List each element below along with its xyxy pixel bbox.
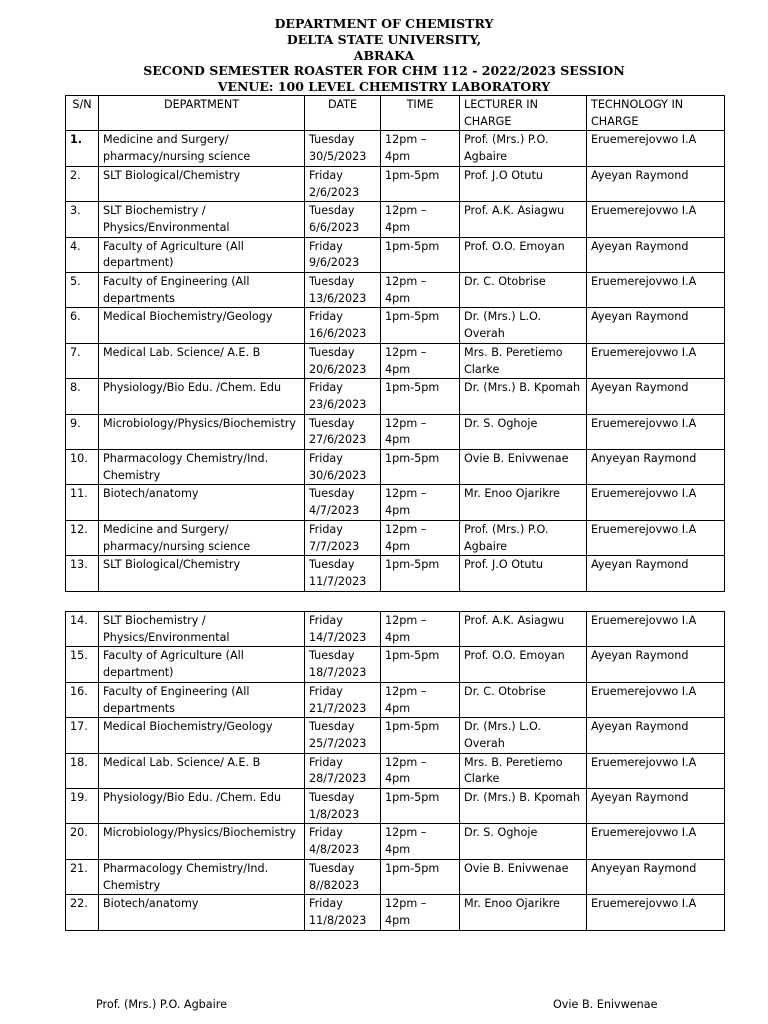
cell-technology: Eruemerejovwo I.A	[587, 414, 725, 449]
cell-time: 1pm-5pm	[381, 859, 460, 894]
signature-left: Prof. (Mrs.) P.O. Agbaire	[96, 998, 227, 1011]
header-venue: VENUE: 100 LEVEL CHEMISTRY LABORATORY	[217, 79, 551, 95]
cell-technology: Eruemerejovwo I.A	[587, 202, 725, 237]
table-body-part-2	[66, 612, 725, 931]
cell-department: Faculty of Engineering (All departments	[99, 682, 305, 717]
cell-lecturer: Ovie B. Enivwenae	[460, 450, 587, 485]
cell-lecturer: Prof. O.O. Emoyan	[460, 237, 587, 272]
cell-date: Friday 28/7/2023	[305, 753, 381, 788]
cell-time: 12pm – 4pm	[381, 131, 460, 166]
cell-date: Tuesday 20/6/2023	[305, 343, 381, 378]
roster-table-part-2	[65, 611, 725, 931]
table-row	[66, 308, 725, 343]
cell-date: Friday 30/6/2023	[305, 450, 381, 485]
roster-table-part-1	[65, 95, 725, 592]
cell-department: Biotech/anatomy	[99, 895, 305, 930]
cell-department: Biotech/anatomy	[99, 485, 305, 520]
cell-sn: 8.	[66, 379, 99, 414]
column-header-department: DEPARTMENT	[99, 96, 305, 131]
cell-time: 1pm-5pm	[381, 789, 460, 824]
cell-date: Friday 16/6/2023	[305, 308, 381, 343]
cell-technology: Anyeyan Raymond	[587, 450, 725, 485]
table-body-part-1	[66, 131, 725, 591]
table-header-row	[66, 96, 725, 131]
cell-lecturer: Prof. A.K. Asiagwu	[460, 612, 587, 647]
column-header-time: TIME	[381, 96, 460, 131]
cell-sn: 1.	[66, 131, 99, 166]
table-row	[66, 166, 725, 201]
cell-time: 12pm – 4pm	[381, 824, 460, 859]
cell-sn: 13.	[66, 556, 99, 591]
table-row	[66, 753, 725, 788]
cell-technology: Eruemerejovwo I.A	[587, 485, 725, 520]
table-row	[66, 450, 725, 485]
cell-time: 1pm-5pm	[381, 647, 460, 682]
cell-lecturer: Dr. C. Otobrise	[460, 682, 587, 717]
cell-sn: 5.	[66, 273, 99, 308]
cell-department: Physiology/Bio Edu. /Chem. Edu	[99, 789, 305, 824]
cell-department: Microbiology/Physics/Biochemistry	[99, 824, 305, 859]
cell-time: 12pm – 4pm	[381, 343, 460, 378]
cell-technology: Eruemerejovwo I.A	[587, 824, 725, 859]
cell-lecturer: Mrs. B. Peretiemo Clarke	[460, 343, 587, 378]
cell-department: Faculty of Agriculture (All department)	[99, 237, 305, 272]
cell-sn: 20.	[66, 824, 99, 859]
cell-date: Friday 23/6/2023	[305, 379, 381, 414]
cell-sn: 21.	[66, 859, 99, 894]
cell-date: Tuesday 1/8/2023	[305, 789, 381, 824]
table-row	[66, 237, 725, 272]
cell-lecturer: Prof. O.O. Emoyan	[460, 647, 587, 682]
cell-sn: 2.	[66, 166, 99, 201]
cell-time: 12pm – 4pm	[381, 895, 460, 930]
cell-department: Medical Lab. Science/ A.E. B	[99, 343, 305, 378]
cell-lecturer: Dr. (Mrs.) L.O. Overah	[460, 308, 587, 343]
cell-technology: Eruemerejovwo I.A	[587, 273, 725, 308]
cell-technology: Eruemerejovwo I.A	[587, 753, 725, 788]
cell-lecturer: Prof. J.O Otutu	[460, 166, 587, 201]
cell-technology: Eruemerejovwo I.A	[587, 682, 725, 717]
cell-technology: Ayeyan Raymond	[587, 237, 725, 272]
cell-technology: Ayeyan Raymond	[587, 308, 725, 343]
cell-sn: 22.	[66, 895, 99, 930]
cell-sn: 15.	[66, 647, 99, 682]
cell-department: Physiology/Bio Edu. /Chem. Edu	[99, 379, 305, 414]
cell-technology: Eruemerejovwo I.A	[587, 895, 725, 930]
cell-sn: 9.	[66, 414, 99, 449]
document-header	[0, 16, 768, 95]
table-row	[66, 647, 725, 682]
cell-technology: Eruemerejovwo I.A	[587, 131, 725, 166]
cell-lecturer: Mr. Enoo Ojarikre	[460, 895, 587, 930]
cell-time: 12pm – 4pm	[381, 612, 460, 647]
cell-lecturer: Prof. A.K. Asiagwu	[460, 202, 587, 237]
cell-date: Friday 4/8/2023	[305, 824, 381, 859]
cell-lecturer: Dr. (Mrs.) B. Kpomah	[460, 789, 587, 824]
cell-sn: 18.	[66, 753, 99, 788]
cell-time: 1pm-5pm	[381, 166, 460, 201]
table-row	[66, 859, 725, 894]
cell-time: 1pm-5pm	[381, 379, 460, 414]
cell-sn: 14.	[66, 612, 99, 647]
cell-sn: 10.	[66, 450, 99, 485]
cell-sn: 4.	[66, 237, 99, 272]
cell-lecturer: Prof. (Mrs.) P.O. Agbaire	[460, 520, 587, 555]
cell-time: 12pm – 4pm	[381, 520, 460, 555]
header-university: DELTA STATE UNIVERSITY,	[286, 31, 482, 47]
cell-time: 12pm – 4pm	[381, 414, 460, 449]
cell-date: Friday 7/7/2023	[305, 520, 381, 555]
cell-department: Medical Biochemistry/Geology	[99, 718, 305, 753]
cell-lecturer: Mr. Enoo Ojarikre	[460, 485, 587, 520]
cell-department: SLT Biological/Chemistry	[99, 166, 305, 201]
table-row	[66, 718, 725, 753]
table-row	[66, 414, 725, 449]
cell-technology: Anyeyan Raymond	[587, 859, 725, 894]
table-row	[66, 895, 725, 930]
table-row	[66, 273, 725, 308]
cell-time: 1pm-5pm	[381, 308, 460, 343]
cell-technology: Ayeyan Raymond	[587, 556, 725, 591]
cell-lecturer: Mrs. B. Peretiemo Clarke	[460, 753, 587, 788]
cell-technology: Ayeyan Raymond	[587, 718, 725, 753]
cell-department: Medical Lab. Science/ A.E. B	[99, 753, 305, 788]
table-row	[66, 612, 725, 647]
table-row	[66, 343, 725, 378]
cell-sn: 12.	[66, 520, 99, 555]
table-row	[66, 520, 725, 555]
cell-date: Tuesday 8//82023	[305, 859, 381, 894]
cell-lecturer: Dr. (Mrs.) B. Kpomah	[460, 379, 587, 414]
cell-lecturer: Dr. S. Oghoje	[460, 414, 587, 449]
table-row	[66, 556, 725, 591]
column-header-sn: S/N	[66, 96, 99, 131]
cell-technology: Eruemerejovwo I.A	[587, 612, 725, 647]
cell-date: Tuesday 6/6/2023	[305, 202, 381, 237]
header-location: ABRAKA	[353, 47, 415, 63]
column-header-technology: TECHNOLOGY IN CHARGE	[587, 96, 725, 131]
cell-date: Friday 14/7/2023	[305, 612, 381, 647]
cell-department: SLT Biochemistry / Physics/Environmental	[99, 202, 305, 237]
cell-date: Tuesday 27/6/2023	[305, 414, 381, 449]
cell-lecturer: Dr. C. Otobrise	[460, 273, 587, 308]
column-header-lecturer: LECTURER IN CHARGE	[460, 96, 587, 131]
cell-department: Medicine and Surgery/ pharmacy/nursing science	[99, 131, 305, 166]
cell-date: Tuesday 18/7/2023	[305, 647, 381, 682]
cell-date: Tuesday 13/6/2023	[305, 273, 381, 308]
cell-technology: Ayeyan Raymond	[587, 166, 725, 201]
table-row	[66, 131, 725, 166]
column-header-date: DATE	[305, 96, 381, 131]
header-roster-title: SECOND SEMESTER ROASTER FOR CHM 112 - 2022/2023 SESSION	[143, 63, 625, 79]
table-row	[66, 789, 725, 824]
table-row	[66, 485, 725, 520]
cell-time: 1pm-5pm	[381, 237, 460, 272]
cell-time: 12pm – 4pm	[381, 753, 460, 788]
cell-sn: 16.	[66, 682, 99, 717]
cell-department: Faculty of Engineering (All departments	[99, 273, 305, 308]
cell-sn: 6.	[66, 308, 99, 343]
cell-lecturer: Dr. S. Oghoje	[460, 824, 587, 859]
cell-lecturer: Prof. J.O Otutu	[460, 556, 587, 591]
cell-department: Pharmacology Chemistry/Ind. Chemistry	[99, 859, 305, 894]
cell-technology: Ayeyan Raymond	[587, 647, 725, 682]
table-row	[66, 379, 725, 414]
signature-right: Ovie B. Enivwenae	[553, 998, 658, 1011]
cell-sn: 7.	[66, 343, 99, 378]
cell-time: 1pm-5pm	[381, 450, 460, 485]
cell-technology: Eruemerejovwo I.A	[587, 520, 725, 555]
cell-technology: Eruemerejovwo I.A	[587, 343, 725, 378]
cell-sn: 11.	[66, 485, 99, 520]
cell-department: Medicine and Surgery/ pharmacy/nursing science	[99, 520, 305, 555]
cell-lecturer: Dr. (Mrs.) L.O. Overah	[460, 718, 587, 753]
cell-time: 12pm – 4pm	[381, 485, 460, 520]
cell-department: Pharmacology Chemistry/Ind. Chemistry	[99, 450, 305, 485]
cell-time: 1pm-5pm	[381, 556, 460, 591]
table-row	[66, 682, 725, 717]
cell-lecturer: Prof. (Mrs.) P.O. Agbaire	[460, 131, 587, 166]
cell-sn: 19.	[66, 789, 99, 824]
cell-sn: 17.	[66, 718, 99, 753]
cell-date: Friday 21/7/2023	[305, 682, 381, 717]
table-row	[66, 824, 725, 859]
header-department: DEPARTMENT OF CHEMISTRY	[274, 16, 494, 31]
cell-date: Tuesday 25/7/2023	[305, 718, 381, 753]
cell-date: Tuesday 30/5/2023	[305, 131, 381, 166]
cell-time: 12pm – 4pm	[381, 202, 460, 237]
cell-sn: 3.	[66, 202, 99, 237]
cell-time: 12pm – 4pm	[381, 682, 460, 717]
cell-time: 12pm – 4pm	[381, 273, 460, 308]
cell-department: SLT Biochemistry / Physics/Environmental	[99, 612, 305, 647]
table-row	[66, 202, 725, 237]
cell-department: Faculty of Agriculture (All department)	[99, 647, 305, 682]
cell-date: Tuesday 11/7/2023	[305, 556, 381, 591]
cell-lecturer: Ovie B. Enivwenae	[460, 859, 587, 894]
cell-date: Friday 2/6/2023	[305, 166, 381, 201]
cell-date: Tuesday 4/7/2023	[305, 485, 381, 520]
cell-time: 1pm-5pm	[381, 718, 460, 753]
cell-department: Microbiology/Physics/Biochemistry	[99, 414, 305, 449]
cell-department: SLT Biological/Chemistry	[99, 556, 305, 591]
cell-technology: Ayeyan Raymond	[587, 789, 725, 824]
cell-date: Friday 9/6/2023	[305, 237, 381, 272]
cell-department: Medical Biochemistry/Geology	[99, 308, 305, 343]
cell-technology: Ayeyan Raymond	[587, 379, 725, 414]
cell-date: Friday 11/8/2023	[305, 895, 381, 930]
